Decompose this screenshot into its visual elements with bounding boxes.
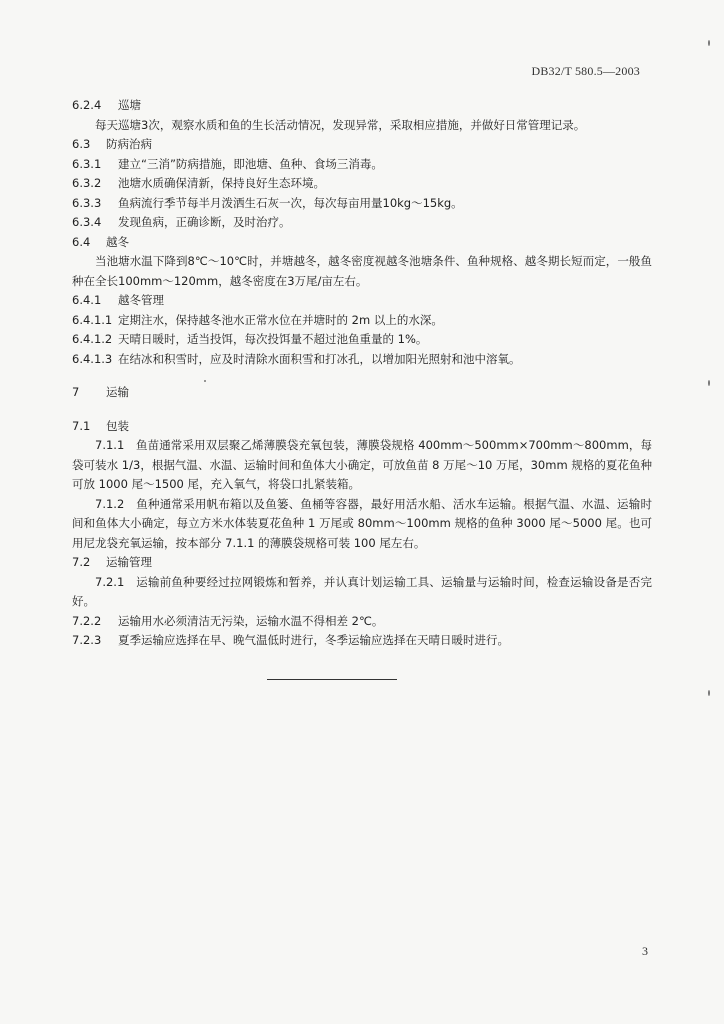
clause-number: 6.3.4 bbox=[72, 215, 102, 229]
clause-7-2-2 bbox=[72, 612, 652, 632]
clause-number: 6.4 bbox=[72, 234, 91, 249]
scan-speck bbox=[708, 380, 710, 386]
clause-6-4-1-heading bbox=[72, 291, 652, 311]
clause-6-4-heading bbox=[72, 233, 652, 253]
clause-text: 运输前鱼种要经过拉网锻炼和暂养，并认真计划运输工具、运输量与运输时间，检查运输设备是否完好。 bbox=[72, 574, 653, 608]
clause-6-3-4 bbox=[72, 213, 652, 233]
clause-6-4-body: 当池塘水温下降到8℃～10℃时，并塘越冬，越冬密度视越冬池塘条件、鱼种规格、越冬期长短而定，一般鱼种在全长100mm～120mm，越冬密度在3万尾/亩左右。 bbox=[72, 254, 652, 288]
clause-number: 6.2.4 bbox=[72, 98, 102, 112]
clause-text: 在结冰和积雪时，应及时清除水面积雪和打冰孔，以增加阳光照射和池中溶氧。 bbox=[118, 351, 521, 366]
clause-6-3-1 bbox=[72, 155, 652, 175]
clause-text: 建立“三消”防病措施，即池塘、鱼种、食场三消毒。 bbox=[118, 156, 383, 171]
clause-number: 6.3.1 bbox=[72, 156, 102, 171]
end-rule bbox=[267, 679, 397, 680]
clause-7-2-1 bbox=[72, 573, 652, 612]
clause-title: 包装 bbox=[106, 418, 129, 433]
clause-number: 7.2.2 bbox=[72, 613, 102, 628]
clause-number: 6.3.3 bbox=[72, 195, 102, 210]
clause-number: 6.4.1.2 bbox=[72, 332, 113, 346]
clause-number: 7.1.1 bbox=[95, 438, 125, 452]
clause-7-1-1 bbox=[72, 436, 652, 495]
clause-6-3-heading bbox=[72, 135, 652, 155]
section-spacer bbox=[72, 369, 652, 383]
clause-title: 巡塘 bbox=[118, 98, 141, 112]
clause-6-3-3 bbox=[72, 194, 652, 214]
clause-title: 越冬管理 bbox=[118, 293, 164, 307]
clause-number: 7.2 bbox=[72, 555, 91, 569]
clause-7-2-3 bbox=[72, 631, 652, 651]
clause-text: 运输用水必须清洁无污染，运输水温不得相差 2℃。 bbox=[118, 613, 384, 628]
clause-number: 6.4.1.1 bbox=[72, 312, 113, 327]
section-spacer bbox=[72, 403, 652, 417]
clause-6-2-4-body: 每天巡塘3次，观察水质和鱼的生长活动情况，发现异常，采取相应措施，并做好日常管理记录。 bbox=[95, 117, 586, 132]
clause-text: 鱼苗通常采用双层聚乙烯薄膜袋充氧包装，薄膜袋规格 400mm～500mm×700mm～800mm，每袋可装水 1/3，根据气温、水温、运输时间和鱼体大小确定，可放鱼苗 8 万尾～10 万尾，30mm 规格的夏花鱼种可放 1000 尾～1500 尾，充入氧气，将袋口扎紧装箱。 bbox=[72, 438, 652, 491]
clause-6-4-1-2 bbox=[72, 330, 652, 350]
clause-number: 7.2.3 bbox=[72, 633, 102, 647]
clause-text: 鱼病流行季节每半月泼洒生石灰一次，每次每亩用量10kg～15kg。 bbox=[118, 195, 463, 210]
clause-number: 6.4.1 bbox=[72, 293, 102, 307]
clause-text: 夏季运输应选择在早、晚气温低时进行，冬季运输应选择在天晴日暖时进行。 bbox=[118, 633, 509, 647]
scan-speck bbox=[708, 690, 710, 696]
clause-number: 6.4.1.3 bbox=[72, 351, 113, 366]
page-number: 3 bbox=[642, 944, 648, 958]
clause-number: 6.3 bbox=[72, 137, 91, 151]
scan-speck bbox=[204, 380, 206, 382]
clause-title: 防病治病 bbox=[106, 137, 152, 151]
clause-number: 7.2.1 bbox=[95, 574, 125, 589]
clause-6-3-2 bbox=[72, 174, 652, 194]
clause-number: 7 bbox=[72, 385, 80, 399]
chapter-7-heading bbox=[72, 383, 652, 403]
document-code: DB32/T 580.5—2003 bbox=[531, 64, 640, 78]
clause-title: 运输管理 bbox=[106, 555, 152, 569]
clause-number: 6.3.2 bbox=[72, 176, 102, 190]
clause-number: 7.1.2 bbox=[95, 496, 125, 511]
clause-7-1-2 bbox=[72, 495, 652, 554]
clause-number: 7.1 bbox=[72, 418, 91, 433]
clause-6-4-1-3 bbox=[72, 350, 652, 370]
clause-6-4-1-1 bbox=[72, 311, 652, 331]
document-body bbox=[72, 96, 652, 651]
clause-text: 定期注水，保持越冬池水正常水位在并塘时的 2m 以上的水深。 bbox=[118, 312, 443, 327]
clause-title: 运输 bbox=[106, 385, 129, 399]
clause-text: 池塘水质确保清新，保持良好生态环境。 bbox=[118, 176, 325, 190]
clause-title: 越冬 bbox=[106, 234, 129, 249]
clause-text: 天晴日暖时，适当投饵，每次投饵量不超过池鱼重量的 1%。 bbox=[118, 332, 428, 346]
clause-6-2-4-heading bbox=[72, 96, 652, 116]
clause-7-1-heading bbox=[72, 417, 652, 437]
clause-7-2-heading bbox=[72, 553, 652, 573]
scan-speck bbox=[708, 40, 710, 46]
clause-text: 鱼种通常采用帆布箱以及鱼篓、鱼桶等容器，最好用活水船、活水车运输。根据气温、水温、运输时间和鱼体大小确定，每立方米水体装夏花鱼种 1 万尾或 80mm～100mm 规格的鱼种 3000 尾～5000 尾。也可用尼龙袋充氧运输，按本部分 7.1.1 的薄膜袋规格可装 100 尾左右。 bbox=[72, 496, 653, 550]
clause-text: 发现鱼病，正确诊断，及时治疗。 bbox=[118, 215, 291, 229]
